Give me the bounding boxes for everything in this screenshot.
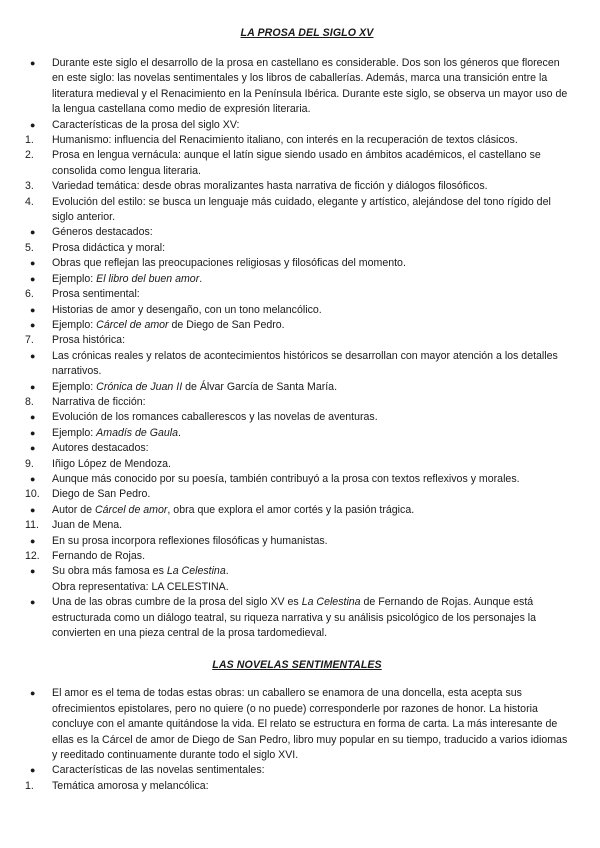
bullet-item-caracteristicas bbox=[24, 118, 570, 133]
author-name: Juan de Mena. bbox=[52, 519, 123, 532]
item-text: Temática amorosa y melancólica: bbox=[52, 779, 209, 792]
item-number: 2. bbox=[25, 149, 34, 162]
bullet-item-autores bbox=[24, 441, 570, 456]
intro-text: El amor es el tema de todas estas obras: un caballero se enamora de una doncella, esta acepta sus ofrecimientos epistolares, pero no quiere (o no puede) corresponderle por razones de honor. La historia concluye con el amante quitándose la vida. El relato se estructura en forma de carta. La más interesante de ellas es la Cárcel de amor de Diego de San Pedro, libro muy popular en su tiempo, traducido a varios idiomas y reeditado continuamente durante todo el siglo XVI. bbox=[52, 687, 568, 762]
bullet-item-g8-example bbox=[24, 426, 570, 441]
bullet-item-a10-desc bbox=[24, 503, 570, 518]
example-prefix: Ejemplo: bbox=[52, 272, 97, 285]
example-prefix: Ejemplo: bbox=[52, 380, 97, 393]
item-number: 10. bbox=[25, 488, 40, 501]
bullet-icon: ● bbox=[30, 443, 36, 454]
numbered-item-9 bbox=[24, 457, 570, 472]
item-number: 9. bbox=[25, 457, 34, 470]
item-number: 1. bbox=[25, 779, 34, 792]
numbered-item-10 bbox=[24, 487, 570, 502]
numbered-item-5 bbox=[24, 241, 570, 256]
bullet-icon: ● bbox=[30, 304, 36, 315]
work-title: Crónica de Juan II bbox=[96, 380, 183, 393]
bullet-icon: ● bbox=[30, 58, 36, 68]
bullet-item-a12-desc bbox=[24, 564, 570, 595]
numbered-item-3 bbox=[24, 179, 570, 194]
bullet-icon: ● bbox=[30, 258, 36, 269]
work-title: La Celestina bbox=[166, 565, 226, 578]
bullet-icon: ● bbox=[30, 473, 36, 484]
item-text: Historias de amor y desengaño, con un tono melancólico. bbox=[52, 303, 322, 316]
example-suffix: de Diego de San Pedro. bbox=[168, 318, 285, 331]
bullet-icon: ● bbox=[30, 350, 36, 361]
item-number: 11. bbox=[25, 519, 39, 532]
caracteristicas-label: Características de las novelas sentimentales: bbox=[52, 764, 265, 777]
item-text: Evolución de los romances caballerescos y las novelas de aventuras. bbox=[52, 411, 378, 424]
item-number: 3. bbox=[25, 180, 34, 193]
numbered-item-2 bbox=[24, 148, 570, 179]
bullet-item-g6-desc bbox=[24, 303, 570, 318]
bullet-item-a11-desc bbox=[24, 534, 570, 549]
bullet-icon: ● bbox=[30, 688, 36, 699]
item-number: 12. bbox=[25, 550, 40, 562]
bullet-icon: ● bbox=[30, 381, 36, 392]
author-name: Iñigo López de Mendoza. bbox=[52, 457, 171, 470]
item-text: Aunque más conocido por su poesía, también contribuyó a la prosa con textos reflexivos y morales. bbox=[52, 472, 520, 485]
example-prefix: Ejemplo: bbox=[52, 318, 97, 331]
intro-text: Durante este siglo el desarrollo de la prosa en castellano es considerable. Dos son los géneros que florecen en este siglo: las novelas sentimentales y los libros de caballerías. Además, marca una transición entre la literatura medieval y el Renacimiento en la Península Ibérica. Durante este siglo, se observa un mayor uso de la lengua castellana como medio de expresión literaria. bbox=[52, 57, 568, 116]
work-title: Cárcel de amor bbox=[95, 503, 168, 516]
work-title: Cárcel de amor bbox=[96, 318, 169, 331]
bullet-item-closing bbox=[24, 595, 570, 641]
example-suffix: de Álvar García de Santa María. bbox=[182, 380, 338, 393]
bullet-item-g8-desc bbox=[24, 410, 570, 425]
bullet-item-g5-example bbox=[24, 272, 570, 287]
bullet-item-g6-example bbox=[24, 318, 570, 333]
text-suffix: de Fernando de Rojas. Aunque está estructurada como un diálogo teatral, su riqueza narrativa y su análisis psicológico de los personajes la convierten en una pieza central de la prosa tardomedieval. bbox=[52, 596, 537, 640]
bullet-icon: ● bbox=[30, 412, 36, 423]
numbered-item-12 bbox=[24, 549, 570, 564]
section-title-novelas: LAS NOVELAS SENTIMENTALES bbox=[212, 659, 382, 672]
numbered-item-8 bbox=[24, 395, 570, 410]
text-suffix: , obra que explora el amor cortés y la pasión trágica. bbox=[167, 503, 415, 516]
bullet-icon: ● bbox=[30, 566, 36, 577]
text-suffix: . bbox=[225, 565, 229, 578]
example-prefix: Ejemplo: bbox=[52, 426, 97, 439]
item-text: Humanismo: influencia del Renacimiento italiano, con interés en la recuperación de textos clásicos. bbox=[52, 134, 518, 147]
bullet-item-novelas-caracteristicas bbox=[24, 763, 570, 778]
item-text: Evolución del estilo: se busca un lenguaje más cuidado, elegante y artístico, alejándose del tono rígido del siglo anterior. bbox=[52, 195, 551, 224]
bullet-item-generos bbox=[24, 225, 570, 240]
item-number: 8. bbox=[25, 395, 34, 408]
work-title: El libro del buen amor bbox=[96, 272, 200, 285]
item-number: 6. bbox=[25, 288, 34, 301]
bullet-icon: ● bbox=[30, 535, 36, 546]
bullet-icon: ● bbox=[30, 119, 36, 130]
item-number: 1. bbox=[25, 134, 34, 147]
autores-label: Autores destacados: bbox=[52, 442, 149, 455]
item-text: Prosa en lengua vernácula: aunque el latín sigue siendo usado en ámbitos académicos, el castellano se consolida como lengua literaria. bbox=[52, 149, 541, 177]
bullet-icon: ● bbox=[30, 597, 36, 608]
bullet-icon: ● bbox=[30, 427, 36, 438]
item-text: Las crónicas reales y relatos de acontecimientos históricos se desarrollan con mayor atención a los detalles narrativos. bbox=[52, 349, 558, 378]
numbered-item-4 bbox=[24, 195, 570, 226]
item-text: Variedad temática: desde obras moralizantes hasta narrativa de ficción y diálogos filosóficos. bbox=[52, 180, 488, 193]
item-number: 4. bbox=[25, 195, 34, 208]
representative-work: Obra representativa: LA CELESTINA. bbox=[52, 580, 229, 593]
bullet-icon: ● bbox=[30, 227, 36, 238]
section-title-prosa: LA PROSA DEL SIGLO XV bbox=[240, 27, 374, 39]
text-prefix: Su obra más famosa es bbox=[52, 565, 167, 578]
author-name: Fernando de Rojas. bbox=[52, 550, 146, 562]
bullet-item-a9-desc bbox=[24, 472, 570, 487]
bullet-item-g7-example bbox=[24, 380, 570, 395]
item-text: Prosa histórica: bbox=[52, 334, 126, 347]
example-suffix: . bbox=[199, 272, 203, 285]
bullet-icon: ● bbox=[30, 319, 36, 330]
text-prefix: Una de las obras cumbre de la prosa del siglo XV es bbox=[52, 596, 302, 609]
bullet-icon: ● bbox=[30, 504, 36, 515]
item-text: En su prosa incorpora reflexiones filosóficas y humanistas. bbox=[52, 534, 328, 547]
numbered-item-7 bbox=[24, 333, 570, 348]
numbered-item-novelas-1 bbox=[24, 779, 570, 794]
author-name: Diego de San Pedro. bbox=[52, 488, 151, 501]
item-number: 5. bbox=[25, 241, 34, 254]
numbered-item-6 bbox=[24, 287, 570, 302]
item-text: Obras que reflejan las preocupaciones religiosas y filosóficas del momento. bbox=[52, 257, 406, 270]
item-text: Prosa sentimental: bbox=[52, 288, 140, 301]
bullet-item-g7-desc bbox=[24, 349, 570, 380]
bullet-item-intro bbox=[24, 56, 570, 118]
bullet-item-g5-desc bbox=[24, 256, 570, 271]
item-text: Prosa didáctica y moral: bbox=[52, 241, 166, 254]
bullet-item-novelas-intro bbox=[24, 686, 570, 763]
example-suffix: . bbox=[178, 426, 181, 439]
work-title: La Celestina bbox=[301, 596, 361, 609]
bullet-icon: ● bbox=[30, 273, 36, 284]
caracteristicas-label: Características de la prosa del siglo XV: bbox=[52, 118, 240, 131]
text-prefix: Autor de bbox=[52, 503, 95, 516]
work-title: Amadís de Gaula bbox=[96, 426, 179, 439]
generos-label: Géneros destacados: bbox=[52, 226, 153, 239]
bullet-icon: ● bbox=[30, 765, 36, 776]
item-text: Narrativa de ficción: bbox=[52, 395, 146, 408]
numbered-item-1 bbox=[24, 133, 570, 148]
numbered-item-11 bbox=[24, 518, 570, 533]
item-number: 7. bbox=[25, 334, 34, 347]
